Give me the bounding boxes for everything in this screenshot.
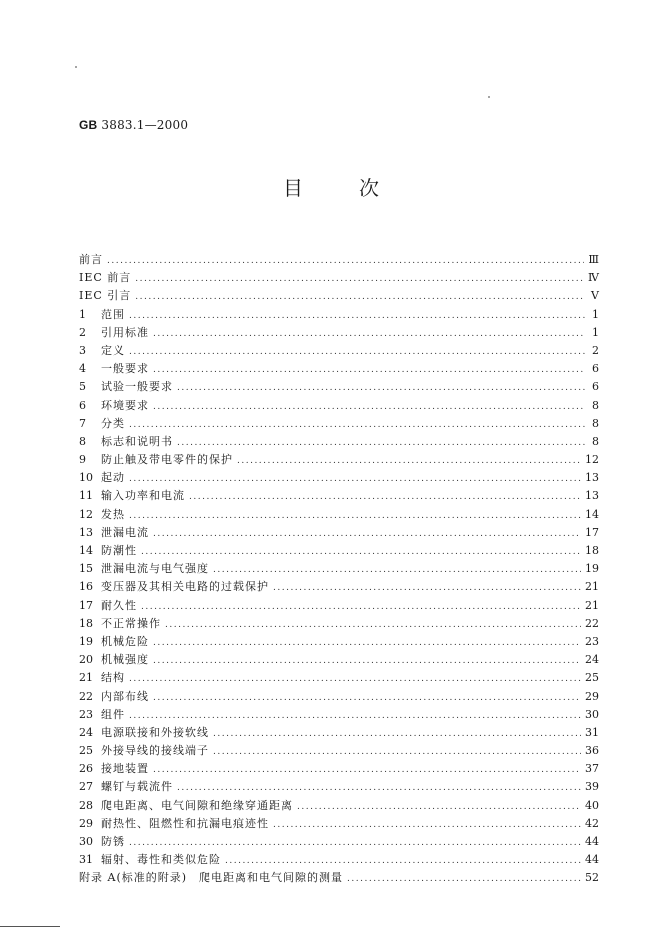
toc-entry[interactable] [79, 688, 599, 706]
toc-entry-page: 37 [585, 762, 599, 776]
toc-entry-page: 17 [585, 525, 599, 539]
toc-entry-page: 29 [585, 689, 599, 703]
toc-entry-label: 变压器及其相关电路的过载保护 [101, 580, 269, 594]
toc-entry-number: 10 [79, 471, 93, 485]
toc-entry[interactable] [79, 378, 599, 396]
toc-entry-page: 12 [585, 453, 599, 467]
toc-entry[interactable] [79, 669, 599, 687]
toc-entry-number: 14 [79, 544, 93, 557]
toc-leader-dots [297, 798, 581, 816]
toc-entry-label: 防潮性 [101, 544, 137, 557]
toc-entry[interactable] [79, 760, 599, 778]
toc-entry-label: 爬电距离、电气间隙和绝缘穿通距离 [101, 798, 293, 812]
toc-entry[interactable] [79, 324, 599, 342]
toc-entry-label: 试验一般要求 [101, 380, 173, 394]
toc-entry-number: 22 [79, 689, 93, 703]
toc-entry-page: 24 [585, 653, 599, 667]
toc-leader-dots [273, 579, 581, 597]
toc-entry[interactable] [79, 451, 599, 469]
toc-entry-page: 1 [592, 325, 599, 339]
toc-leader-dots [107, 252, 584, 270]
toc-entry-number: 15 [79, 562, 93, 576]
toc-leader-dots [141, 543, 581, 561]
toc-entry[interactable] [79, 433, 599, 451]
toc-entry-number: 19 [79, 634, 93, 648]
toc-entry-page: 23 [585, 634, 599, 648]
toc-entry[interactable] [79, 542, 599, 560]
scan-speck [488, 96, 490, 98]
toc-entry[interactable] [79, 778, 599, 796]
toc-entry-number: 9 [79, 453, 86, 467]
toc-leader-dots [189, 488, 581, 506]
toc-entry-page: 8 [592, 434, 599, 448]
toc-entry-label: 耐久性 [101, 598, 137, 612]
toc-entry[interactable] [79, 597, 599, 615]
toc-entry-label: 组件 [101, 707, 125, 721]
toc-entry-label: 结构 [101, 671, 125, 685]
toc-entry[interactable] [79, 287, 599, 305]
toc-entry-number: 6 [79, 398, 86, 412]
toc-entry-number: 16 [79, 580, 93, 594]
toc-entry-page: 6 [592, 362, 599, 376]
toc-entry-label: 内部布线 [101, 689, 149, 703]
standard-prefix: GB [79, 118, 98, 132]
toc-entry-number: 24 [79, 725, 93, 739]
toc-leader-dots [141, 598, 581, 616]
toc-entry-page: 42 [585, 816, 599, 830]
toc-leader-dots [165, 616, 581, 634]
toc-entry[interactable] [79, 797, 599, 815]
toc-leader-dots [153, 525, 581, 543]
toc-entry[interactable] [79, 469, 599, 487]
toc-entry-page: 13 [585, 489, 599, 503]
page-title: 目次 [283, 176, 435, 200]
toc-entry[interactable] [79, 651, 599, 669]
toc-entry-label: IEC 前言 [79, 271, 132, 285]
standard-number: 3883.1—2000 [101, 118, 189, 132]
toc-leader-dots [129, 307, 585, 325]
toc-entry-label: 防止触及带电零件的保护 [101, 453, 233, 467]
toc-entry-label: 耐热性、阻燃性和抗漏电痕迹性 [101, 816, 269, 830]
toc-entry-label: 辐射、毒性和类似危险 [101, 853, 221, 867]
toc-entry-number: 12 [79, 507, 93, 521]
toc-entry-number: 25 [79, 744, 93, 758]
toc-entry-label: 机械强度 [101, 653, 149, 667]
toc-entry[interactable] [79, 306, 599, 324]
toc-entry[interactable] [79, 615, 599, 633]
scan-artifact-line [0, 926, 60, 927]
document-code [79, 118, 188, 132]
toc-entry-label: 范围 [101, 307, 125, 321]
toc-entry-page: 8 [592, 416, 599, 430]
toc-leader-dots [129, 416, 585, 434]
toc-leader-dots [225, 852, 581, 870]
toc-leader-dots [347, 870, 581, 888]
scan-speck [75, 66, 77, 68]
toc-entry-page: 14 [585, 507, 599, 521]
toc-entry[interactable] [79, 251, 599, 269]
toc-entry-label: 泄漏电流与电气强度 [101, 562, 209, 576]
toc-entry-label: 引用标准 [101, 325, 149, 339]
toc-leader-dots [153, 634, 581, 652]
toc-entry-number: 2 [79, 325, 86, 339]
toc-entry-page: 30 [585, 707, 599, 721]
toc-entry[interactable] [79, 342, 599, 360]
toc-entry-label: 输入功率和电流 [101, 489, 185, 503]
toc-leader-dots [213, 725, 581, 743]
toc-entry-label: IEC 引言 [79, 289, 132, 303]
toc-entry-page: 8 [592, 398, 599, 412]
toc-entry-page: 6 [592, 380, 599, 394]
toc-entry[interactable] [79, 360, 599, 378]
toc-entry-page: 31 [585, 725, 599, 739]
toc-entry-number: 17 [79, 598, 93, 612]
toc-entry-page: 44 [585, 835, 599, 848]
toc-entry-page: Ⅳ [588, 271, 599, 285]
toc-entry-label: 外接导线的接线端子 [101, 744, 209, 758]
toc-entry-number: 27 [79, 780, 93, 794]
toc-entry-page: 13 [585, 471, 599, 485]
toc-leader-dots [129, 343, 585, 361]
toc-entry-number: 13 [79, 525, 93, 539]
toc-entry[interactable] [79, 706, 599, 724]
toc-entry-page: 19 [585, 562, 599, 576]
toc-entry-label: 电源联接和外接软线 [101, 725, 209, 739]
toc-entry[interactable] [79, 397, 599, 415]
toc-entry-label: 一般要求 [101, 362, 149, 376]
toc-entry-label: 发热 [101, 507, 125, 521]
toc-leader-dots [135, 270, 584, 288]
toc-leader-dots [129, 834, 581, 852]
toc-entry-number: 4 [79, 362, 86, 376]
toc-entry-page: 21 [585, 598, 599, 612]
toc-entry-label: 前言 [79, 253, 103, 266]
toc-entry-page: 44 [585, 853, 599, 867]
toc-entry-label: 接地装置 [101, 762, 149, 776]
toc-leader-dots [213, 743, 581, 761]
toc-entry-number: 21 [79, 671, 93, 685]
toc-entry-number: 11 [79, 489, 93, 503]
toc-entry[interactable] [79, 415, 599, 433]
toc-entry[interactable] [79, 269, 599, 287]
toc-entry[interactable] [79, 506, 599, 524]
toc-leader-dots [153, 652, 581, 670]
toc-entry[interactable] [79, 560, 599, 578]
toc-leader-dots [153, 361, 585, 379]
toc-entry-number: 29 [79, 816, 93, 830]
toc-entry-number: 23 [79, 707, 93, 721]
toc-entry-number: 28 [79, 798, 93, 812]
toc-entry-page: 2 [592, 343, 599, 357]
toc-entry-number: 8 [79, 434, 86, 448]
toc-entry-page: 18 [585, 544, 599, 557]
toc-entry-page: Ⅲ [588, 253, 599, 266]
toc-entry-number: 1 [79, 307, 86, 321]
toc-leader-dots [153, 689, 581, 707]
toc-entry-number: 26 [79, 762, 93, 776]
toc-leader-dots [177, 779, 581, 797]
toc-entry-number: 31 [79, 853, 93, 867]
toc-entry[interactable] [79, 742, 599, 760]
toc-leader-dots [153, 325, 585, 343]
toc-entry-label: 标志和说明书 [101, 434, 173, 448]
toc-leader-dots [177, 379, 585, 397]
toc-entry-label: 螺钉与载流件 [101, 780, 173, 794]
toc-entry-page: 25 [585, 671, 599, 685]
toc-entry-label: 机械危险 [101, 634, 149, 648]
toc-entry-page: 52 [585, 871, 599, 885]
toc-leader-dots [213, 561, 581, 579]
toc-entry[interactable] [79, 524, 599, 542]
toc-entry-label: 防锈 [101, 835, 125, 848]
toc-leader-dots [129, 707, 581, 725]
toc-entry-label: 起动 [101, 471, 125, 485]
toc-entry-page: 21 [585, 580, 599, 594]
toc-entry-page: 1 [592, 307, 599, 321]
toc-entry[interactable] [79, 815, 599, 833]
toc-entry[interactable] [79, 487, 599, 505]
toc-entry-label: 分类 [101, 416, 125, 430]
toc-entry-number: 5 [79, 380, 86, 394]
toc-entry[interactable] [79, 833, 599, 851]
toc-leader-dots [129, 507, 581, 525]
toc-leader-dots [237, 452, 581, 470]
toc-entry-number: 18 [79, 616, 93, 630]
toc-leader-dots [153, 761, 581, 779]
toc-leader-dots [153, 398, 585, 416]
toc-entry-number: 20 [79, 653, 93, 667]
toc-entry-page: 22 [585, 616, 599, 630]
toc-entry-page: 40 [585, 798, 599, 812]
toc-entry-page: Ⅴ [591, 289, 599, 303]
toc-entry-page: 39 [585, 780, 599, 794]
toc-entry[interactable] [79, 724, 599, 742]
toc-entry-page: 36 [585, 744, 599, 758]
toc-leader-dots [177, 434, 585, 452]
toc-entry-label: 泄漏电流 [101, 525, 149, 539]
toc-entry-number: 30 [79, 835, 93, 848]
toc-entry-label: 不正常操作 [101, 616, 161, 630]
toc-entry-number: 3 [79, 343, 86, 357]
toc-leader-dots [129, 470, 581, 488]
toc-entry-label: 环境要求 [101, 398, 149, 412]
table-of-contents [79, 251, 599, 888]
toc-entry-label: 附录 A(标准的附录) 爬电距离和电气间隙的测量 [79, 871, 344, 885]
toc-entry[interactable] [79, 633, 599, 651]
toc-entry-number: 7 [79, 416, 86, 430]
toc-entry[interactable] [79, 869, 599, 887]
toc-entry[interactable] [79, 851, 599, 869]
toc-entry[interactable] [79, 578, 599, 596]
toc-leader-dots [129, 670, 581, 688]
toc-entry-label: 定义 [101, 343, 125, 357]
toc-leader-dots [273, 816, 581, 834]
toc-leader-dots [135, 288, 585, 306]
